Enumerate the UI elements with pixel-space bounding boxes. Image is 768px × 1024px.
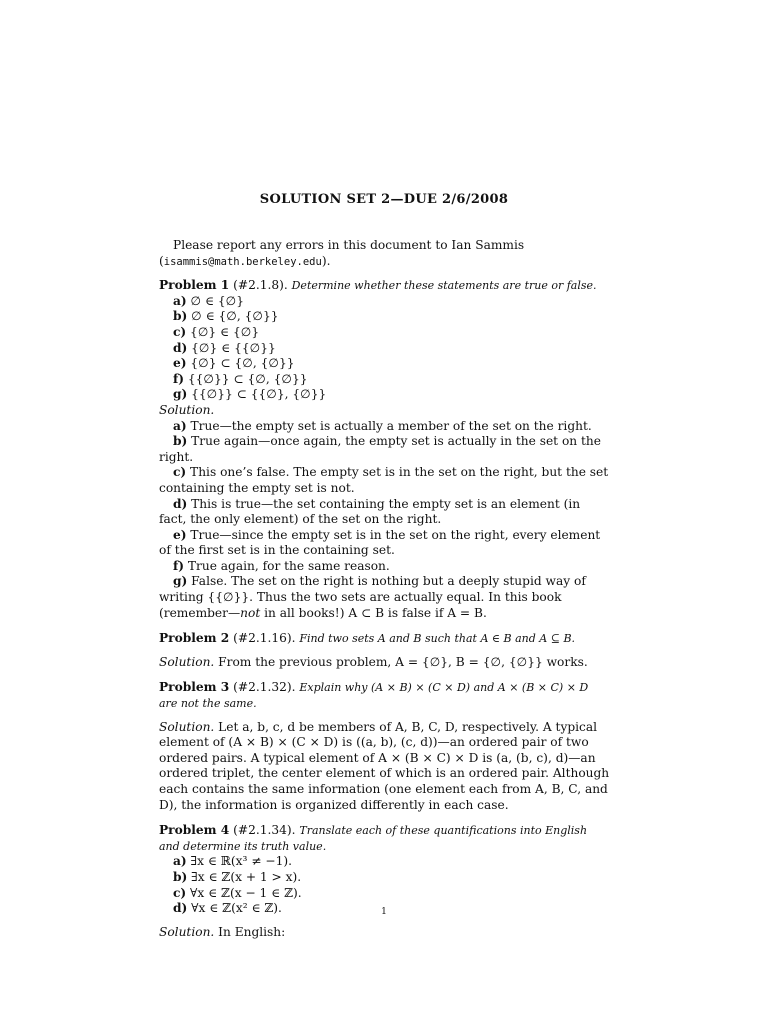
problem-2-solution: Solution. From the previous problem, A = {∅}, B = {∅, {∅}} works.: [159, 654, 588, 669]
problem-3-solution: Solution. Let a, b, c, d be members of A, B, C, D, respectively. A typical element of (A × B) × (C × D) is ((a, b), (c, d))—an ordered pair of two ordered pairs. A typical element of A × (B × C) × D is (a, (b, c), d)—an ordered triplet, the center element of which is an ordered pair. Although each contains the same information (one element each from A, B, C, and D), the information is organized differently in each case.: [159, 719, 610, 812]
problem-4-item: b) ∃x ∈ ℤ(x + 1 > x).: [173, 869, 302, 884]
problem-4-item: a) ∃x ∈ ℝ(x³ ≠ −1).: [173, 854, 292, 869]
solution-answer: b) True again—once again, the empty set is actually in the set on the right.: [159, 434, 601, 464]
problem-3-heading: Problem 3: [159, 680, 230, 695]
intro-paragraph: Please report any errors in this document to Ian Sammis (isammis@math.berkeley.edu).: [159, 238, 525, 268]
problem-4-statement: Problem 4 (#2.1.34). Translate each of these quantifications into English and determine its truth value.: [159, 823, 588, 853]
problem-1-item: g) {{∅}} ⊂ {{∅}, {∅}}: [173, 387, 327, 402]
problem-4-solution: Solution. In English:: [159, 924, 286, 939]
problem-1-item: c) {∅} ∈ {∅}: [173, 324, 260, 339]
problem-4-item: d) ∀x ∈ ℤ(x² ∈ ℤ).: [173, 901, 282, 916]
solution-answer: g) False. The set on the right is nothing but a deeply stupid way of writing {{∅}}. Thus the two sets are actually equal. In this book (remember—not in all books!) A ⊂ B is false if A = B.: [159, 574, 586, 620]
email-address: isammis@math.berkeley.edu: [163, 255, 322, 268]
problem-1-item: d) {∅} ∈ {{∅}}: [173, 340, 276, 355]
problem-1-item: f) {{∅}} ⊂ {∅, {∅}}: [173, 371, 308, 386]
document-body: [159, 238, 610, 940]
solution-answer: c) This one’s false. The empty set is in the set on the right, but the set containing the empty set is not.: [159, 465, 609, 495]
solution-answer: e) True—since the empty set is in the set on the right, every element of the first set is in the containing set.: [159, 527, 601, 558]
problem-2-statement: Problem 2 (#2.1.16). Find two sets A and B such that A ∈ B and A ⊆ B.: [159, 631, 576, 646]
page-number: 1: [381, 907, 387, 917]
problem-1-heading: Problem 1: [159, 278, 230, 293]
solution-answer: a) True—the empty set is actually a member of the set on the right.: [173, 418, 592, 433]
problem-2-heading: Problem 2: [159, 631, 230, 646]
solution-label: Solution.: [159, 402, 215, 417]
problem-4-heading: Problem 4: [159, 823, 230, 838]
document-title: SOLUTION SET 2—DUE 2/6/2008: [259, 192, 509, 207]
problem-1-item: b) ∅ ∈ {∅, {∅}}: [173, 309, 279, 324]
problem-1-statement: Problem 1 (#2.1.8). Determine whether these statements are true or false.: [159, 278, 597, 293]
solution-answer: d) This is true—the set containing the empty set is an element (in fact, the only element) of the set on the right.: [159, 496, 581, 527]
solution-answer: f) True again, for the same reason.: [173, 558, 390, 573]
problem-1-item: a) ∅ ∈ {∅}: [173, 293, 245, 308]
problem-3-statement: Problem 3 (#2.1.32). Explain why (A × B) × (C × D) and A × (B × C) × D are not the same.: [159, 680, 589, 711]
problem-1-item: e) {∅} ⊂ {∅, {∅}}: [173, 356, 295, 371]
problem-4-item: c) ∀x ∈ ℤ(x − 1 ∈ ℤ).: [173, 885, 302, 900]
